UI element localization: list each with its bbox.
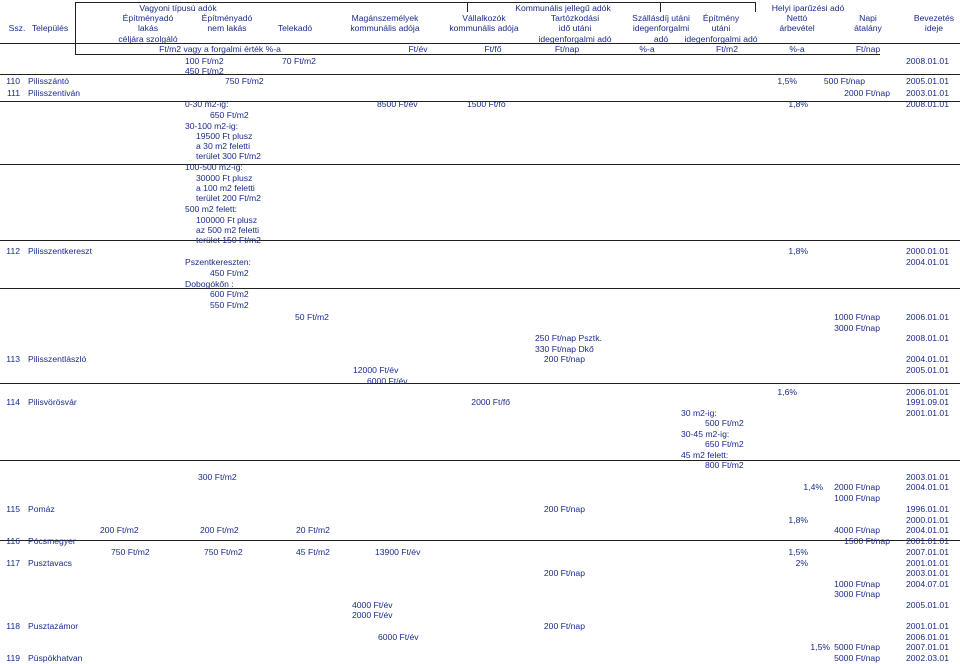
- header-group-title: Vagyoni típusú adók: [139, 3, 217, 13]
- unit-label: Ft/év: [408, 44, 428, 54]
- column-header: Település: [31, 23, 69, 33]
- table-cell: 330 Ft/nap Dkő: [535, 344, 594, 354]
- table-cell: 3000 Ft/nap: [834, 323, 880, 333]
- table-cell: 113: [6, 354, 20, 364]
- table-cell: 2006.01.01: [905, 312, 949, 322]
- table-cell: 2003.01.01: [905, 568, 949, 578]
- row-border: [0, 288, 960, 289]
- table-cell: 112: [6, 246, 20, 256]
- table-cell: 0-30 m2-ig:: [185, 99, 229, 109]
- table-cell: Pócsmegyer: [28, 536, 76, 546]
- table-cell: Pilisvörösvár: [28, 397, 77, 407]
- table-cell: 1,8%: [788, 99, 808, 109]
- column-header: átalány: [854, 23, 882, 33]
- table-cell: 5000 Ft/nap: [834, 653, 880, 663]
- table-cell: 550 Ft/m2: [210, 300, 249, 310]
- table-cell: 1,5%: [788, 547, 808, 557]
- table-cell: 1,5%: [777, 76, 797, 86]
- table-cell: 200 Ft/nap: [543, 621, 585, 631]
- column-header: Építményadó: [122, 13, 174, 23]
- column-header: Szállásdíj utáni: [632, 13, 690, 23]
- column-header: idegenforgalmi: [632, 23, 690, 33]
- table-cell: 2004.01.01: [905, 482, 949, 492]
- header-group-title: Helyi iparűzési adó: [771, 3, 845, 13]
- table-cell: 20 Ft/m2: [296, 525, 330, 535]
- table-cell: 100000 Ft plusz: [196, 215, 258, 225]
- table-cell: 2008.01.01: [905, 333, 949, 343]
- table-cell: 300 Ft/m2: [198, 472, 237, 482]
- table-cell: 13900 Ft/év: [375, 547, 421, 557]
- table-cell: 30-45 m2-ig:: [681, 429, 730, 439]
- table-cell: 2001.01.01: [905, 621, 949, 631]
- table-cell: 450 Ft/m2: [185, 66, 224, 76]
- table-cell: 2003.01.01: [905, 88, 949, 98]
- column-header: kommunális adója: [350, 23, 420, 33]
- table-cell: Pilisszentkereszt: [28, 246, 92, 256]
- column-header: Építmény: [702, 13, 740, 23]
- column-header: idő utáni: [558, 23, 592, 33]
- table-cell: 30-100 m2-ig:: [185, 121, 239, 131]
- table-cell: 5000 Ft/nap: [834, 642, 880, 652]
- unit-label: Ft/nap: [554, 44, 580, 54]
- table-cell: 111: [6, 88, 20, 98]
- table-cell: terület 200 Ft/m2: [196, 193, 261, 203]
- table-cell: 2008.01.01: [905, 99, 949, 109]
- table-cell: 116: [6, 536, 20, 546]
- table-cell: 2005.01.01: [905, 600, 949, 610]
- table-cell: 2000 Ft/év: [352, 610, 393, 620]
- column-header: idegenforgalmi adó: [684, 34, 758, 44]
- table-cell: 1,8%: [788, 246, 808, 256]
- column-header: utáni: [711, 23, 731, 33]
- table-cell: 2007.01.01: [905, 642, 949, 652]
- table-cell: 200 Ft/nap: [543, 504, 585, 514]
- table-cell: 600 Ft/m2: [210, 289, 249, 299]
- table-cell: 1500 Ft/nap: [844, 536, 890, 546]
- table-cell: 2000.01.01: [905, 515, 949, 525]
- row-border: [0, 540, 960, 541]
- table-cell: 117: [6, 558, 20, 568]
- column-header: Magánszemélyek: [351, 13, 419, 23]
- table-cell: 70 Ft/m2: [282, 56, 316, 66]
- table-cell: 6000 Ft/év: [378, 632, 419, 642]
- table-cell: 2004.01.01: [905, 257, 949, 267]
- units-border: [75, 54, 880, 55]
- table-cell: 1000 Ft/nap: [834, 312, 880, 322]
- column-header: Vállalkozók: [462, 13, 506, 23]
- table-cell: 45 Ft/m2: [296, 547, 330, 557]
- table-cell: 2005.01.01: [905, 365, 949, 375]
- table-cell: 450 Ft/m2: [210, 268, 249, 278]
- table-cell: 2001.01.01: [905, 536, 949, 546]
- unit-label: %-a: [789, 44, 805, 54]
- table-cell: 2003.01.01: [905, 472, 949, 482]
- table-cell: Pilisszentiván: [28, 88, 81, 98]
- column-header: Nettó: [786, 13, 808, 23]
- table-cell: 2000 Ft/nap: [844, 88, 890, 98]
- table-cell: 2004.01.01: [905, 525, 949, 535]
- table-cell: terület 150 Ft/m2: [196, 235, 261, 245]
- table-cell: 12000 Ft/év: [353, 365, 399, 375]
- unit-label: Ft/nap: [855, 44, 881, 54]
- column-header: idegenforgalmi adó: [538, 34, 612, 44]
- table-cell: 750 Ft/m2: [225, 76, 264, 86]
- table-cell: Pilisszentlászló: [28, 354, 87, 364]
- table-cell: 4000 Ft/év: [352, 600, 393, 610]
- table-cell: 30 m2-ig:: [681, 408, 717, 418]
- table-cell: 110: [6, 76, 20, 86]
- column-header: kommunális adója: [449, 23, 519, 33]
- table-cell: 650 Ft/m2: [210, 110, 249, 120]
- table-cell: 250 Ft/nap Psztk.: [535, 333, 602, 343]
- table-cell: 100 Ft/m2: [185, 56, 224, 66]
- table-cell: 2006.01.01: [905, 387, 949, 397]
- table-cell: 45 m2 felett:: [681, 450, 729, 460]
- table-cell: 2002.03.01: [905, 653, 949, 663]
- table-cell: 750 Ft/m2: [111, 547, 150, 557]
- row-border: [0, 240, 960, 241]
- table-cell: 1500 Ft/fő: [467, 99, 506, 109]
- table-cell: 800 Ft/m2: [705, 460, 744, 470]
- table-cell: Pomáz: [28, 504, 55, 514]
- table-cell: Pszentkereszten:: [185, 257, 251, 267]
- table-cell: 1,6%: [777, 387, 797, 397]
- table-cell: 19500 Ft plusz: [196, 131, 253, 141]
- table-cell: 1,4%: [803, 482, 823, 492]
- table-cell: 1,8%: [788, 515, 808, 525]
- table-cell: 2007.01.01: [905, 547, 949, 557]
- table-cell: 750 Ft/m2: [204, 547, 243, 557]
- unit-label: Ft/fő: [484, 44, 502, 54]
- table-cell: 30000 Ft plusz: [196, 173, 253, 183]
- table-cell: 2008.01.01: [905, 56, 949, 66]
- table-cell: Pilisszántó: [28, 76, 70, 86]
- row-border: [0, 460, 960, 461]
- column-header: Tartózkodási: [550, 13, 600, 23]
- column-header: ideje: [924, 23, 944, 33]
- table-cell: 1000 Ft/nap: [834, 493, 880, 503]
- table-cell: 2000 Ft/fő: [471, 397, 510, 407]
- table-cell: 2006.01.01: [905, 632, 949, 642]
- table-cell: 200 Ft/m2: [100, 525, 139, 535]
- table-cell: 500 Ft/nap: [823, 76, 865, 86]
- table-cell: 50 Ft/m2: [295, 312, 329, 322]
- table-cell: a 100 m2 feletti: [196, 183, 255, 193]
- header-group-title: Kommunális jellegű adók: [515, 3, 611, 13]
- table-cell: 1996.01.01: [905, 504, 949, 514]
- table-cell: 2000.01.01: [905, 246, 949, 256]
- table-cell: 2004.01.01: [905, 354, 949, 364]
- table-cell: 8500 Ft/év: [377, 99, 418, 109]
- table-cell: 118: [6, 621, 20, 631]
- column-header: céljára szolgáló: [118, 34, 178, 44]
- column-header: Telekadó: [277, 23, 313, 33]
- table-cell: 3000 Ft/nap: [834, 589, 880, 599]
- row-border: [0, 164, 960, 165]
- table-cell: 2000 Ft/nap: [834, 482, 880, 492]
- column-header: Építményadó: [201, 13, 253, 23]
- table-cell: Dobogókőn :: [185, 279, 234, 289]
- table-cell: 2005.01.01: [905, 76, 949, 86]
- table-cell: 6000 Ft/év: [367, 376, 408, 386]
- table-cell: 114: [6, 397, 20, 407]
- table-cell: 650 Ft/m2: [705, 439, 744, 449]
- column-header: lakás: [137, 23, 159, 33]
- table-cell: 2001.01.01: [905, 408, 949, 418]
- table-cell: 2001.01.01: [905, 558, 949, 568]
- table-cell: 100-500 m2-ig:: [185, 162, 243, 172]
- table-cell: 200 Ft/nap: [543, 568, 585, 578]
- unit-label: Ft/m2 vagy a forgalmi érték %-a: [159, 44, 281, 54]
- table-cell: 2004.07.01: [905, 579, 949, 589]
- table-cell: 1000 Ft/nap: [834, 579, 880, 589]
- table-cell: az 500 m2 feletti: [196, 225, 260, 235]
- column-header: árbevétel: [779, 23, 815, 33]
- column-header: Napi: [859, 13, 877, 23]
- table-cell: 500 m2 felett:: [185, 204, 238, 214]
- column-header: Bevezetés: [913, 13, 955, 23]
- unit-label: Ft/m2: [716, 44, 738, 54]
- table-cell: 119: [6, 653, 20, 663]
- column-header: nem lakás: [207, 23, 247, 33]
- unit-label: %-a: [639, 44, 655, 54]
- table-cell: Pusztavacs: [28, 558, 72, 568]
- column-header: adó: [653, 34, 669, 44]
- table-cell: 115: [6, 504, 20, 514]
- table-cell: 200 Ft/nap: [543, 354, 585, 364]
- table-cell: 500 Ft/m2: [705, 418, 744, 428]
- table-cell: a 30 m2 feletti: [196, 141, 250, 151]
- column-header: Ssz.: [8, 23, 26, 33]
- table-cell: 2%: [795, 558, 808, 568]
- row-border: [0, 74, 960, 75]
- table-cell: Pusztazámor: [28, 621, 79, 631]
- table-cell: 1991.09.01: [905, 397, 949, 407]
- table-cell: 1,5%: [810, 642, 830, 652]
- table-cell: Püspökhatvan: [28, 653, 83, 663]
- row-border: [0, 383, 960, 384]
- table-cell: 4000 Ft/nap: [834, 525, 880, 535]
- table-cell: 200 Ft/m2: [200, 525, 239, 535]
- table-cell: terület 300 Ft/m2: [196, 151, 261, 161]
